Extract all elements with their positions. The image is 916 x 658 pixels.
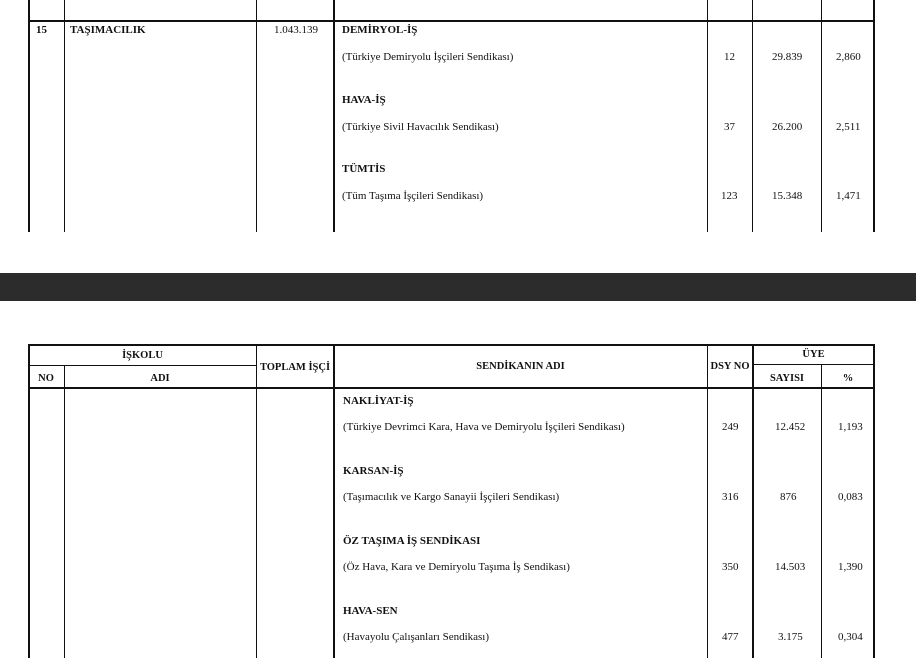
member-count: 876 [780, 491, 797, 503]
union-full-name: (Türkiye Demiryolu İşçileri Sendikası) [342, 51, 514, 63]
dsy-number: 37 [724, 121, 735, 133]
member-count: 3.175 [778, 631, 803, 643]
column-border [64, 365, 65, 658]
header-toplam-isci: TOPLAM İŞÇİ [259, 362, 331, 373]
column-border [333, 0, 335, 232]
member-count: 12.452 [775, 421, 806, 433]
header-sendika-adi: SENDİKANIN ADI [476, 361, 565, 372]
dsy-number: 350 [722, 561, 739, 573]
union-full-name: (Öz Hava, Kara ve Demiryolu Taşıma İş Sendikası) [343, 561, 570, 573]
column-border [28, 344, 30, 658]
member-percent: 0,083 [838, 491, 863, 503]
column-border [707, 344, 708, 658]
union-name: HAVA-SEN [343, 605, 398, 617]
union-full-name: (Taşımacılık ve Kargo Sanayii İşçileri Sendikası) [343, 491, 560, 503]
column-border [752, 0, 753, 232]
member-percent: 2,860 [836, 51, 861, 63]
union-name: KARSAN-İŞ [343, 465, 404, 477]
union-name: TÜMTİS [342, 163, 386, 175]
member-percent: 1,193 [838, 421, 863, 433]
header-iskolu: İŞKOLU [122, 350, 163, 361]
column-border [64, 0, 65, 232]
column-border [873, 0, 875, 232]
column-border [28, 0, 30, 232]
member-percent: 1,390 [838, 561, 863, 573]
column-border [873, 344, 875, 658]
column-border [821, 364, 822, 658]
top-page [0, 0, 916, 273]
table-top-rule [28, 20, 874, 22]
column-border [256, 0, 257, 232]
union-name: NAKLİYAT-İŞ [343, 395, 414, 407]
dsy-number: 12 [724, 51, 735, 63]
dsy-number: 477 [722, 631, 739, 643]
column-border [256, 344, 257, 658]
sector-name: TAŞIMACILIK [70, 24, 146, 36]
header-no: NO [38, 373, 54, 384]
column-border [821, 0, 822, 232]
header-dsy-no: DSY NO [710, 361, 750, 372]
row-number: 15 [36, 24, 47, 36]
header-sayisi: SAYISI [769, 373, 805, 384]
dsy-number: 316 [722, 491, 739, 503]
union-full-name: (Havayolu Çalışanları Sendikası) [343, 631, 490, 643]
member-percent: 1,471 [836, 190, 861, 202]
member-count: 26.200 [772, 121, 803, 133]
union-name: DEMİRYOL-İŞ [342, 24, 418, 36]
column-border [707, 0, 708, 232]
header-mid-rule [752, 364, 874, 365]
header-mid-rule [28, 365, 257, 366]
member-percent: 2,511 [836, 121, 861, 133]
union-name: ÖZ TAŞIMA İŞ SENDİKASI [343, 535, 481, 547]
header-uye: ÜYE [802, 349, 825, 360]
page-separator [0, 273, 916, 301]
header-bottom-rule [28, 387, 874, 389]
dsy-number: 123 [721, 190, 738, 202]
union-full-name: (Türkiye Sivil Havacılık Sendikası) [342, 121, 499, 133]
dsy-number: 249 [722, 421, 739, 433]
union-full-name: (Türkiye Devrimci Kara, Hava ve Demiryolu İşçileri Sendikası) [343, 421, 625, 433]
header-top-rule [28, 344, 874, 346]
total-workers: 1.043.139 [274, 24, 318, 36]
column-border [752, 344, 754, 658]
header-adi: ADI [150, 373, 170, 384]
column-border [333, 344, 335, 658]
member-count: 14.503 [775, 561, 806, 573]
member-count: 15.348 [772, 190, 803, 202]
union-name: HAVA-İŞ [342, 94, 386, 106]
bottom-page [0, 301, 916, 658]
member-percent: 0,304 [838, 631, 863, 643]
member-count: 29.839 [772, 51, 803, 63]
header-percent: % [842, 373, 854, 384]
union-full-name: (Tüm Taşıma İşçileri Sendikası) [342, 190, 484, 202]
